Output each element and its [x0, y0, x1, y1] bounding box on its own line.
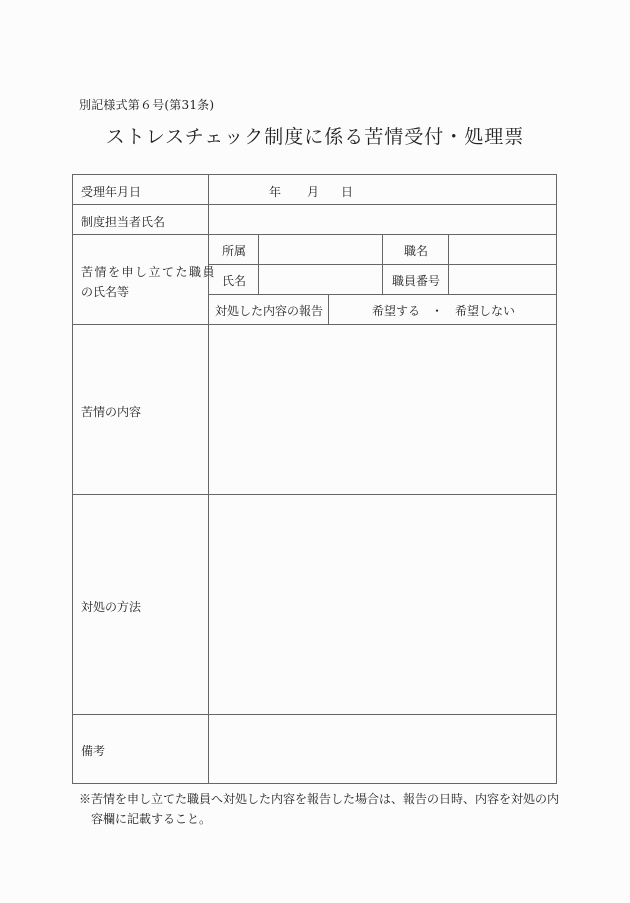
- reception-year-field[interactable]: [223, 177, 268, 203]
- footnote-line2: 容欄に記載すること。: [91, 812, 212, 826]
- year-unit-label: 年: [269, 185, 282, 199]
- complaint-form-table: [72, 174, 557, 784]
- month-unit-label: 月: [307, 185, 320, 199]
- name-label: 氏名: [221, 274, 246, 288]
- form-number: 別記様式第６号(第31条): [79, 98, 215, 112]
- reception-day-field[interactable]: [323, 177, 343, 203]
- complainant-label-line1: 苦情を申し立てた職員: [81, 265, 217, 279]
- remarks-label: 備考: [81, 744, 106, 758]
- employee-number-label: 職員番号: [391, 274, 440, 288]
- day-unit-label: 日: [341, 185, 354, 199]
- complaint-content-field[interactable]: [211, 326, 555, 493]
- reception-date-label: 受理年月日: [81, 185, 142, 199]
- report-option-separator: ・: [431, 304, 444, 318]
- handling-method-label: 対処の方法: [81, 600, 142, 614]
- footnote: [79, 789, 569, 829]
- column-divider: [258, 234, 259, 294]
- report-option-no[interactable]: 希望しない: [455, 304, 516, 318]
- row-divider: [209, 294, 556, 295]
- report-label: 対処した内容の報告: [214, 304, 323, 318]
- complainant-name-field[interactable]: [261, 266, 381, 293]
- affiliation-label: 所属: [221, 244, 246, 258]
- officer-name-field[interactable]: [211, 206, 555, 233]
- handling-method-field[interactable]: [211, 496, 555, 713]
- column-divider: [448, 234, 449, 294]
- footnote-line1: ※苦情を申し立てた職員へ対処した内容を報告した場合は、報告の日時、内容を対処の内: [79, 792, 560, 806]
- reception-month-field[interactable]: [285, 177, 309, 203]
- column-divider: [328, 294, 329, 324]
- complainant-label-line2: の氏名等: [81, 285, 130, 299]
- position-field[interactable]: [451, 236, 555, 263]
- complaint-content-label: 苦情の内容: [81, 405, 142, 419]
- employee-number-field[interactable]: [451, 266, 555, 293]
- form-title: ストレスチェック制度に係る苦情受付・処理票: [105, 126, 525, 148]
- remarks-field[interactable]: [211, 716, 555, 782]
- position-label: 職名: [403, 244, 428, 258]
- report-option-yes[interactable]: 希望する: [372, 304, 421, 318]
- affiliation-field[interactable]: [261, 236, 381, 263]
- officer-name-label: 制度担当者氏名: [81, 215, 166, 229]
